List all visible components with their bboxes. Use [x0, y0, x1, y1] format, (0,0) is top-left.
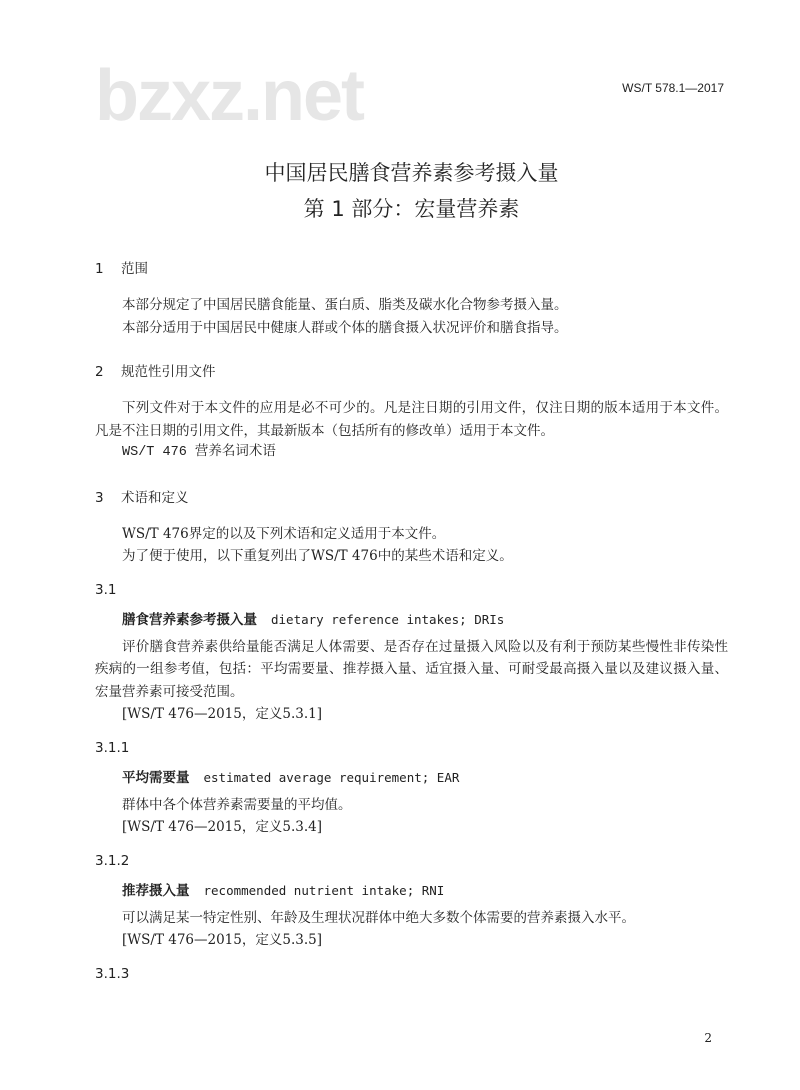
document-number: WS/T 578.1—2017 — [622, 81, 724, 95]
source-reference: [WS/T 476—2015，定义5.3.4] — [122, 819, 322, 835]
reference-item: WS/T 476 营养名词术语 — [122, 445, 276, 460]
section-2-body — [95, 397, 728, 465]
paragraph: 为了便于使用，以下重复列出了WS/T 476中的某些术语和定义。 — [122, 548, 513, 564]
section-number: 1 — [95, 261, 104, 277]
term-english: dietary reference intakes; DRIs — [271, 611, 505, 627]
paragraph: 下列文件对于本文件的应用是必不可少的。凡是注日期的引用文件，仅注日期的版本适用于本文件。凡是不注日期的引用文件，其最新版本（包括所有的修改单）适用于本文件。 — [95, 400, 728, 439]
section-1-body — [95, 294, 728, 339]
term-definition-block — [95, 636, 728, 726]
definition: 可以满足某一特定性别、年龄及生理状况群体中绝大多数个体需要的营养素摄入水平。 — [122, 909, 635, 926]
term-heading — [95, 881, 728, 901]
definition: 评价膳食营养素供给量能否满足人体需要、是否存在过量摄入风险以及有利于预防某些慢性非传染性疾病的一组参考值，包括：平均需要量、推荐摄入量、适宜摄入量、可耐受最高摄入量以及建议摄入量、宏量营养素可接受范围。 — [95, 638, 728, 700]
section-title: 规范性引用文件 — [121, 364, 216, 380]
clause-number: 3.1.2 — [95, 852, 130, 869]
section-3-body — [95, 523, 728, 568]
clause-number: 3.1.3 — [95, 965, 130, 982]
term-chinese: 膳食营养素参考摄入量 — [122, 611, 257, 628]
section-number: 2 — [95, 364, 104, 380]
section-title: 术语和定义 — [121, 489, 189, 506]
definition: 群体中各个体营养素需要量的平均值。 — [122, 796, 352, 813]
document-subtitle: 第 1 部分：宏量营养素 — [303, 197, 520, 221]
term-english: estimated average requirement; EAR — [203, 769, 460, 785]
section-heading-2 — [95, 362, 728, 382]
section-number: 3 — [95, 489, 104, 506]
term-heading — [95, 610, 728, 630]
source-reference: [WS/T 476—2015，定义5.3.1] — [122, 706, 322, 722]
page-number: 2 — [704, 1031, 712, 1045]
clause-number: 3.1.1 — [95, 739, 130, 756]
paragraph: 本部分规定了中国居民膳食能量、蛋白质、脂类及碳水化合物参考摄入量。 — [122, 297, 568, 313]
term-english: recommended nutrient intake; RNI — [203, 882, 445, 898]
document-body — [95, 158, 728, 984]
term-chinese: 平均需要量 — [122, 769, 190, 786]
clause-number: 3.1 — [95, 581, 117, 598]
watermark: bzxz.net — [95, 56, 364, 136]
section-heading-1 — [95, 259, 728, 279]
document-title: 中国居民膳食营养素参考摄入量 — [264, 161, 559, 185]
term-heading — [95, 768, 728, 788]
paragraph: 本部分适用于中国居民中健康人群或个体的膳食摄入状况评价和膳食指导。 — [122, 319, 568, 336]
section-title: 范围 — [121, 261, 148, 277]
term-chinese: 推荐摄入量 — [122, 882, 190, 899]
term-definition-block — [95, 907, 728, 952]
paragraph: WS/T 476界定的以及下列术语和定义适用于本文件。 — [122, 525, 446, 542]
term-definition-block — [95, 794, 728, 839]
source-reference: [WS/T 476—2015，定义5.3.5] — [122, 932, 322, 948]
section-heading-3 — [95, 488, 728, 508]
